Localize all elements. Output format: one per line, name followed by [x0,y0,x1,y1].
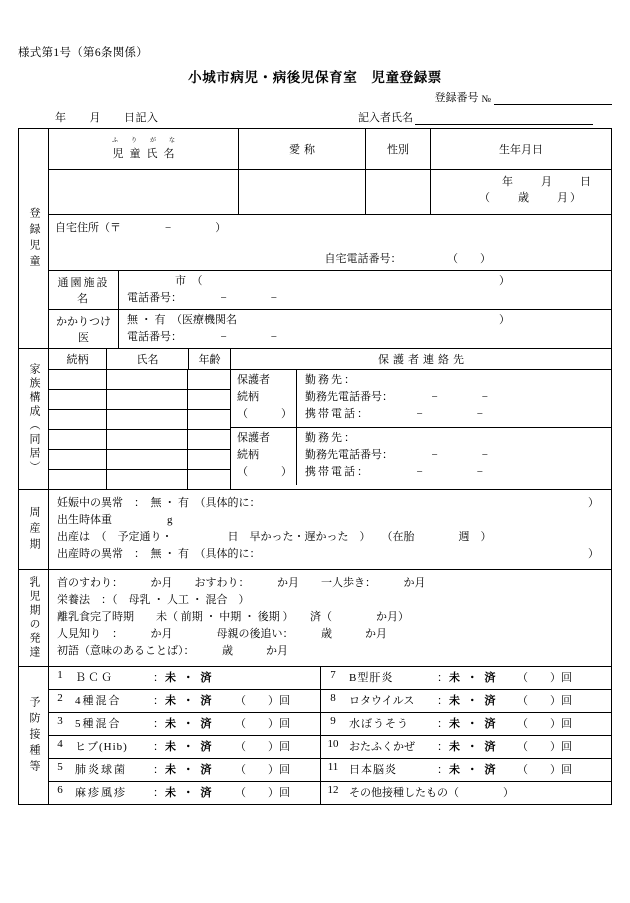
list-item[interactable] [321,713,611,736]
family-name-input[interactable] [107,450,189,469]
table-row[interactable] [49,410,230,430]
vaccine-no: 3 [57,715,63,727]
weaning-line[interactable]: 離乳食完了時期 未（ 前期 ・ 中期 ・ 後期 ） 済（ か月） [57,611,409,623]
motor-milestones-line[interactable]: 首のすわり： か月 おすわり： か月 一人歩き： か月 [57,577,426,589]
family-name-input[interactable] [107,390,189,409]
family-age-input[interactable] [188,470,230,489]
guardian-mobile-1: 携帯電話： − − [305,408,485,420]
child-section-label-text: 登録児童 [28,206,40,271]
vaccine-status[interactable]: 未 ・ 済 [165,718,214,730]
vaccine-count[interactable]: （ ）回 [517,741,572,753]
family-age-input[interactable] [188,430,230,449]
guardian-blocks [231,370,611,489]
development-section-label-text: 乳児期の発達 [28,576,40,660]
vaccine-other-input[interactable] [345,782,611,804]
vaccine-status[interactable]: 未 ・ 済 [449,718,498,730]
family-age-input[interactable] [188,370,230,389]
table-row[interactable] [49,450,230,470]
list-item[interactable] [49,667,320,690]
guardian-mobile-2: 携帯電話： − − [305,466,485,478]
vaccine-section-label-text: 予防接種等 [28,695,40,776]
perinatal-section [19,490,611,570]
family-relation-input[interactable] [49,470,107,489]
vaccine-other-label: その他接種したもの（ [349,787,459,799]
table-row[interactable] [49,390,230,410]
vaccine-status[interactable]: 未 ・ 済 [449,672,498,684]
col-header-name: 氏名 [107,349,189,369]
development-section [19,570,611,667]
vaccine-name: 水ぼうそう [349,718,409,730]
vaccine-count[interactable]: （ ）回 [517,764,572,776]
writer-name-input[interactable] [415,113,593,125]
family-relation-input[interactable] [49,390,107,409]
doctor-choice-line [127,312,603,329]
family-name-input[interactable] [107,470,189,489]
delivery-abnormality-close: ） [588,548,599,560]
vaccine-name: おたふくかぜ [349,741,415,753]
vaccine-section-label [19,667,49,804]
family-name-input[interactable] [107,430,189,449]
facility-city-label: 市 （ [175,275,203,287]
family-member-rows [49,370,231,489]
home-phone-label: 自宅電話番号： [324,253,402,265]
guardian-work-phone-2: 勤務先電話番号： − − [305,449,488,461]
perinatal-section-label [19,490,49,569]
guardian-contact-1[interactable] [297,370,611,427]
vaccine-name: 4種混合 [75,695,122,707]
family-relation-input[interactable] [49,430,107,449]
vaccine-name: ＢＣＧ [75,672,114,684]
vaccine-status[interactable]: 未 ・ 済 [165,741,214,753]
child-address-row [49,215,611,271]
facility-phone-line: 電話番号： − − [127,292,277,304]
guardian-relation-value-2: （ ） [237,466,292,478]
guardian-relation-1[interactable] [231,370,297,427]
vaccine-name: B型肝炎 [349,672,394,684]
col-header-guardian-contact: 保護者連絡先 [378,354,468,366]
child-birthdate-input[interactable] [431,170,611,214]
home-phone-paren: （ ） [447,253,491,265]
child-name-input[interactable] [49,170,239,214]
col-header-child-name [49,129,239,169]
vaccine-count[interactable]: （ ）回 [517,718,572,730]
registration-number-label: 登録番号 [434,92,479,104]
facility-row [49,271,611,310]
vaccine-name: ヒブ(Hib) [75,741,128,753]
col-header-gender: 性別 [366,129,431,169]
family-name-input[interactable] [107,370,189,389]
vaccine-no: 7 [330,669,336,681]
vaccine-count[interactable]: （ ）回 [235,695,290,707]
first-word-line[interactable]: 初語（意味のあることば）： 歳 か月 [57,645,288,657]
doctor-phone-line: 電話番号： − − [127,331,277,343]
feeding-method-line[interactable]: 栄養法 ：（ 母乳 ・ 人工 ・ 混合 ） [57,594,250,606]
vaccine-sep: ： [437,672,448,684]
vaccine-status[interactable]: 未 ・ 済 [165,764,214,776]
guardian-contact-2[interactable] [297,428,611,485]
child-section [19,129,611,349]
list-item[interactable] [49,690,320,713]
vaccine-column-left [49,667,321,804]
vaccine-status[interactable]: 未 ・ 済 [449,741,498,753]
family-doctor-input[interactable] [119,310,611,348]
vaccine-status[interactable]: 未 ・ 済 [165,672,214,684]
development-body[interactable] [49,570,611,666]
vaccine-no: 12 [327,784,339,796]
home-address-input[interactable] [49,215,611,270]
registration-number-input[interactable] [494,93,612,105]
family-section-label-text: 家族構成（同居） [28,363,40,475]
vaccine-status[interactable]: 未 ・ 済 [165,787,214,799]
vaccine-no: 11 [327,761,339,773]
vaccine-section [19,667,611,804]
birth-weight-line[interactable]: 出生時体重 g [57,514,173,526]
doctor-row [49,310,611,348]
guardian-work-phone-1: 勤務先電話番号： − − [305,391,488,403]
vaccine-sep: ： [153,672,164,684]
child-nickname-input[interactable] [239,170,366,214]
family-relation-input[interactable] [49,410,107,429]
facility-label: 通園施設名 [49,271,119,309]
delivery-abnormality-label: 出産時の異常 ： 無 ・ 有 （具体的に： [57,548,261,560]
birthdate-ymd: 年 月 日 [502,176,593,188]
entry-date-line[interactable]: 年 月 日記入 [55,112,159,124]
family-relation-input[interactable] [49,370,107,389]
form-code: 様式第1号（第6条関係） [18,47,149,59]
vaccine-count[interactable]: （ ）回 [235,787,290,799]
vaccine-status[interactable]: 未 ・ 済 [449,764,498,776]
stranger-anxiety-line[interactable]: 人見知り ： か月 母親の後追い： 歳 か月 [57,628,387,640]
vaccine-name: 肺炎球菌 [75,764,127,776]
vaccine-name: 5種混合 [75,718,122,730]
table-row[interactable] [49,470,230,489]
vaccine-name: 日本脳炎 [349,764,397,776]
vaccine-other-close: ） [503,787,514,799]
number-sign-glyph: № [481,94,491,105]
vaccine-no: 8 [330,692,336,704]
facility-city-line [127,273,603,290]
child-head-row [49,129,611,170]
vaccine-sep: ： [153,764,164,776]
family-doctor-label: かかりつけ医 [49,310,119,348]
table-row[interactable] [49,430,230,450]
writer-name-field [358,109,593,125]
list-item[interactable] [49,736,320,759]
list-item[interactable] [49,759,320,782]
family-head-row [49,349,611,370]
child-name-furigana: ふりがな [111,137,188,144]
vaccine-sep: ： [437,695,448,707]
guardian-label-1: 保護者 [237,374,270,386]
family-age-input[interactable] [188,450,230,469]
child-section-label [19,129,49,348]
doctor-choice-label: 無 ・ 有 （医療機関名 [127,314,237,326]
vaccine-no: 6 [57,784,63,796]
guardian-block-1 [231,370,611,428]
vaccine-no: 2 [57,692,63,704]
vaccine-column-right [321,667,611,804]
vaccine-sep: ： [437,718,448,730]
perinatal-section-label-text: 周産期 [28,505,40,554]
vaccine-name: 麻疹風疹 [75,787,127,799]
col-header-nickname: 愛称 [239,129,366,169]
vaccine-sep: ： [437,764,448,776]
list-item[interactable] [49,713,320,736]
registration-number-field [434,89,612,105]
family-body [49,370,611,489]
vaccine-body [49,667,611,804]
pregnancy-abnormality-label: 妊娠中の異常 ： 無 ・ 有 （具体的に： [57,497,261,509]
vaccine-sep: ： [153,787,164,799]
col-header-relation: 続柄 [49,349,107,369]
vaccine-name: ロタウイルス [349,695,415,707]
list-item[interactable] [321,782,611,804]
delivery-timing-line[interactable]: 出産は （ 予定通り・ 日 早かった・遅かった ） （在胎 週 ） [57,531,492,543]
vaccine-count[interactable]: （ ）回 [235,741,290,753]
pregnancy-abnormality-close: ） [588,497,599,509]
vaccine-status[interactable]: 未 ・ 済 [165,695,214,707]
facility-city-close: ） [499,275,510,287]
vaccine-no: 5 [57,761,63,773]
col-header-birthdate: 生年月日 [499,144,543,156]
list-item[interactable] [321,690,611,713]
table-row[interactable] [49,370,230,390]
guardian-relation-2[interactable] [231,428,297,485]
list-item[interactable] [49,782,320,804]
family-section [19,349,611,490]
guardian-relation-label-2: 続柄 [237,449,259,461]
guardian-workplace-2: 勤務先： [305,432,357,444]
list-item[interactable] [321,667,611,690]
family-name-input[interactable] [107,410,189,429]
delivery-abnormality-line[interactable] [57,546,603,563]
vaccine-no: 10 [327,738,339,750]
family-section-label [19,349,49,489]
vaccine-count[interactable]: （ ）回 [235,718,290,730]
guardian-block-2 [231,428,611,485]
birthdate-age: （ 歳 月） [479,192,583,204]
doctor-choice-close: ） [499,314,510,326]
page-title: 小城市病児・病後児保育室 児童登録票 [188,70,442,85]
home-phone-group [325,250,492,266]
facility-input[interactable] [119,271,611,309]
guardian-label-2: 保護者 [237,432,270,444]
vaccine-no: 9 [330,715,336,727]
vaccine-count[interactable]: （ ）回 [517,672,572,684]
pregnancy-abnormality-line[interactable] [57,495,603,512]
vaccine-count[interactable]: （ ）回 [517,695,572,707]
guardian-relation-label-1: 続柄 [237,391,259,403]
vaccine-status[interactable]: 未 ・ 済 [449,695,498,707]
list-item[interactable] [321,759,611,782]
child-value-row [49,170,611,215]
vaccine-sep: ： [153,695,164,707]
family-relation-input[interactable] [49,450,107,469]
family-age-input[interactable] [188,390,230,409]
writer-name-label: 記入者氏名 [358,112,413,124]
family-age-input[interactable] [188,410,230,429]
child-name-label: 児童氏名 [112,147,181,160]
guardian-relation-value-1: （ ） [237,408,292,420]
vaccine-no: 1 [57,669,63,681]
development-section-label [19,570,49,666]
vaccine-count[interactable] [231,667,320,689]
home-address-label: 自宅住所（〒 − ） [55,222,227,234]
form-table [18,128,612,805]
list-item[interactable] [321,736,611,759]
vaccine-sep: ： [437,741,448,753]
col-header-age: 年齢 [189,349,231,369]
vaccine-no: 4 [57,738,63,750]
guardian-workplace-1: 勤務先： [305,374,357,386]
vaccine-count[interactable]: （ ）回 [235,764,290,776]
vaccine-sep: ： [153,718,164,730]
child-gender-input[interactable] [366,170,431,214]
perinatal-body[interactable] [49,490,611,569]
vaccine-sep: ： [153,741,164,753]
